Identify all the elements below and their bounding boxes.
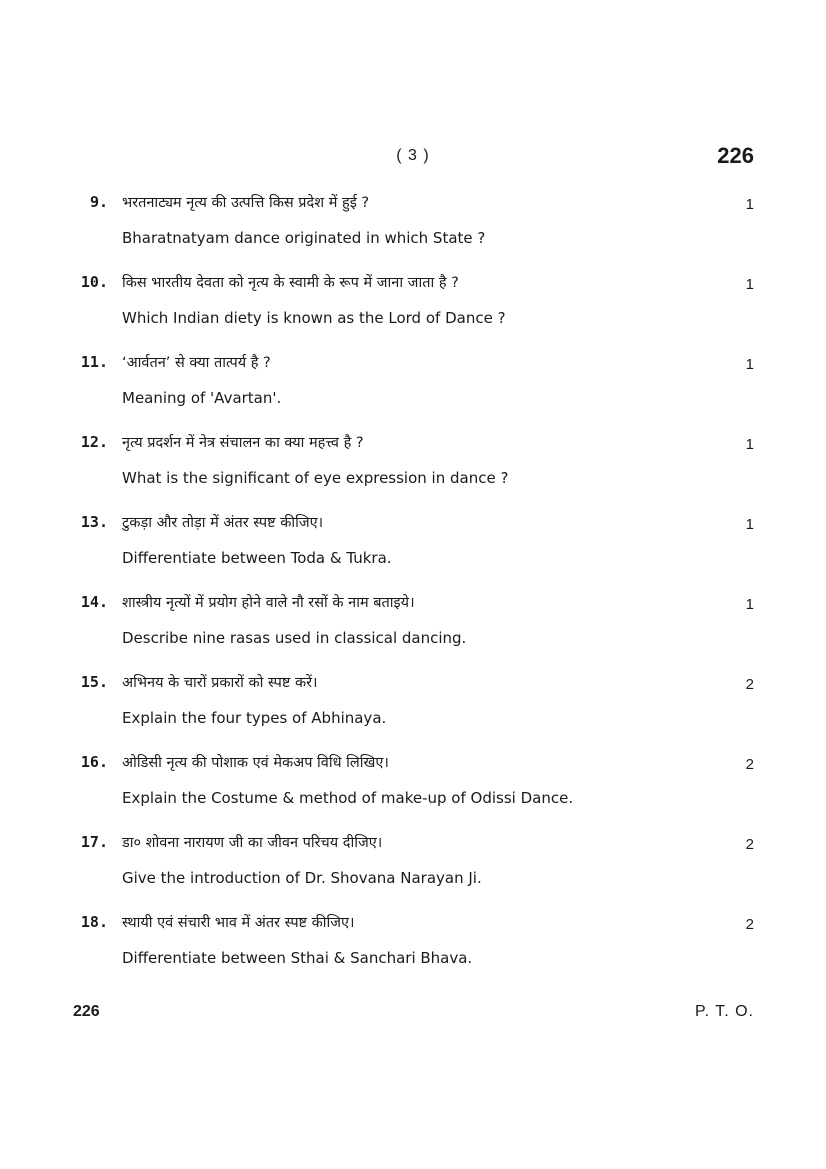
- question-text-hindi: भरतनाट्यम नृत्य की उत्पत्ति किस प्रदेश में हुई ?: [122, 195, 370, 211]
- question-item: [0, 592, 826, 672]
- paper-code-footer: 226: [73, 1003, 100, 1020]
- question-list: [0, 192, 826, 992]
- question-item: [0, 272, 826, 352]
- question-item: [0, 832, 826, 912]
- question-text-english: Describe nine rasas used in classical dancing.: [122, 629, 467, 647]
- question-text-hindi: डा० शोवना नारायण जी का जीवन परिचय दीजिए।: [122, 835, 383, 851]
- question-text-hindi: ‘आर्वतन’ से क्या तात्पर्य है ?: [122, 355, 271, 371]
- question-text-english: Bharatnatyam dance originated in which State ?: [122, 229, 486, 247]
- question-number: 14.: [80, 593, 108, 611]
- question-number: 15.: [80, 673, 108, 691]
- question-text-hindi: शास्त्रीय नृत्यों में प्रयोग होने वाले नौ रसों के नाम बताइये।: [122, 595, 415, 611]
- question-number: 18.: [80, 913, 108, 931]
- question-item: [0, 672, 826, 752]
- question-number: 10.: [80, 273, 108, 291]
- question-text-english: Differentiate between Sthai & Sanchari Bhava.: [122, 949, 473, 967]
- question-item: [0, 352, 826, 432]
- question-number: 9.: [89, 193, 108, 211]
- question-text-hindi: स्थायी एवं संचारी भाव में अंतर स्पष्ट कीजिए।: [122, 915, 355, 931]
- question-text-english: Explain the four types of Abhinaya.: [122, 709, 387, 727]
- question-marks: 2: [745, 676, 754, 693]
- question-text-english: Give the introduction of Dr. Shovana Narayan Ji.: [122, 869, 482, 887]
- question-item: [0, 752, 826, 832]
- question-marks: 1: [745, 596, 754, 613]
- question-marks: 2: [745, 836, 754, 853]
- question-text-english: Explain the Costume & method of make-up of Odissi Dance.: [122, 789, 574, 807]
- question-marks: 1: [745, 276, 754, 293]
- question-marks: 1: [745, 516, 754, 533]
- question-item: [0, 192, 826, 272]
- question-marks: 1: [745, 196, 754, 213]
- question-text-hindi: नृत्य प्रदर्शन में नेत्र संचालन का क्या महत्त्व है ?: [122, 435, 364, 451]
- question-marks: 1: [745, 356, 754, 373]
- question-text-hindi: किस भारतीय देवता को नृत्य के स्वामी के रूप में जाना जाता है ?: [122, 275, 459, 291]
- question-text-english: Differentiate between Toda & Tukra.: [122, 549, 392, 567]
- question-text-hindi: अभिनय के चारों प्रकारों को स्पष्ट करें।: [122, 675, 318, 691]
- question-text-english: What is the significant of eye expression in dance ?: [122, 469, 509, 487]
- question-item: [0, 512, 826, 592]
- question-text-english: Meaning of 'Avartan'.: [122, 389, 282, 407]
- question-marks: 1: [745, 436, 754, 453]
- question-item: [0, 912, 826, 992]
- question-text-hindi: ओडिसी नृत्य की पोशाक एवं मेकअप विधि लिखिए।: [122, 755, 389, 771]
- page-number: ( 3 ): [396, 147, 430, 164]
- question-number: 17.: [80, 833, 108, 851]
- question-item: [0, 432, 826, 512]
- question-number: 16.: [80, 753, 108, 771]
- question-text-english: Which Indian diety is known as the Lord of Dance ?: [122, 309, 506, 327]
- question-marks: 2: [745, 916, 754, 933]
- question-number: 12.: [80, 433, 108, 451]
- question-text-hindi: टुकड़ा और तोड़ा में अंतर स्पष्ट कीजिए।: [122, 515, 324, 531]
- question-number: 13.: [80, 513, 108, 531]
- question-marks: 2: [745, 756, 754, 773]
- paper-code-header: 226: [717, 143, 754, 168]
- question-number: 11.: [80, 353, 108, 371]
- pto-label: P. T. O.: [695, 1003, 754, 1020]
